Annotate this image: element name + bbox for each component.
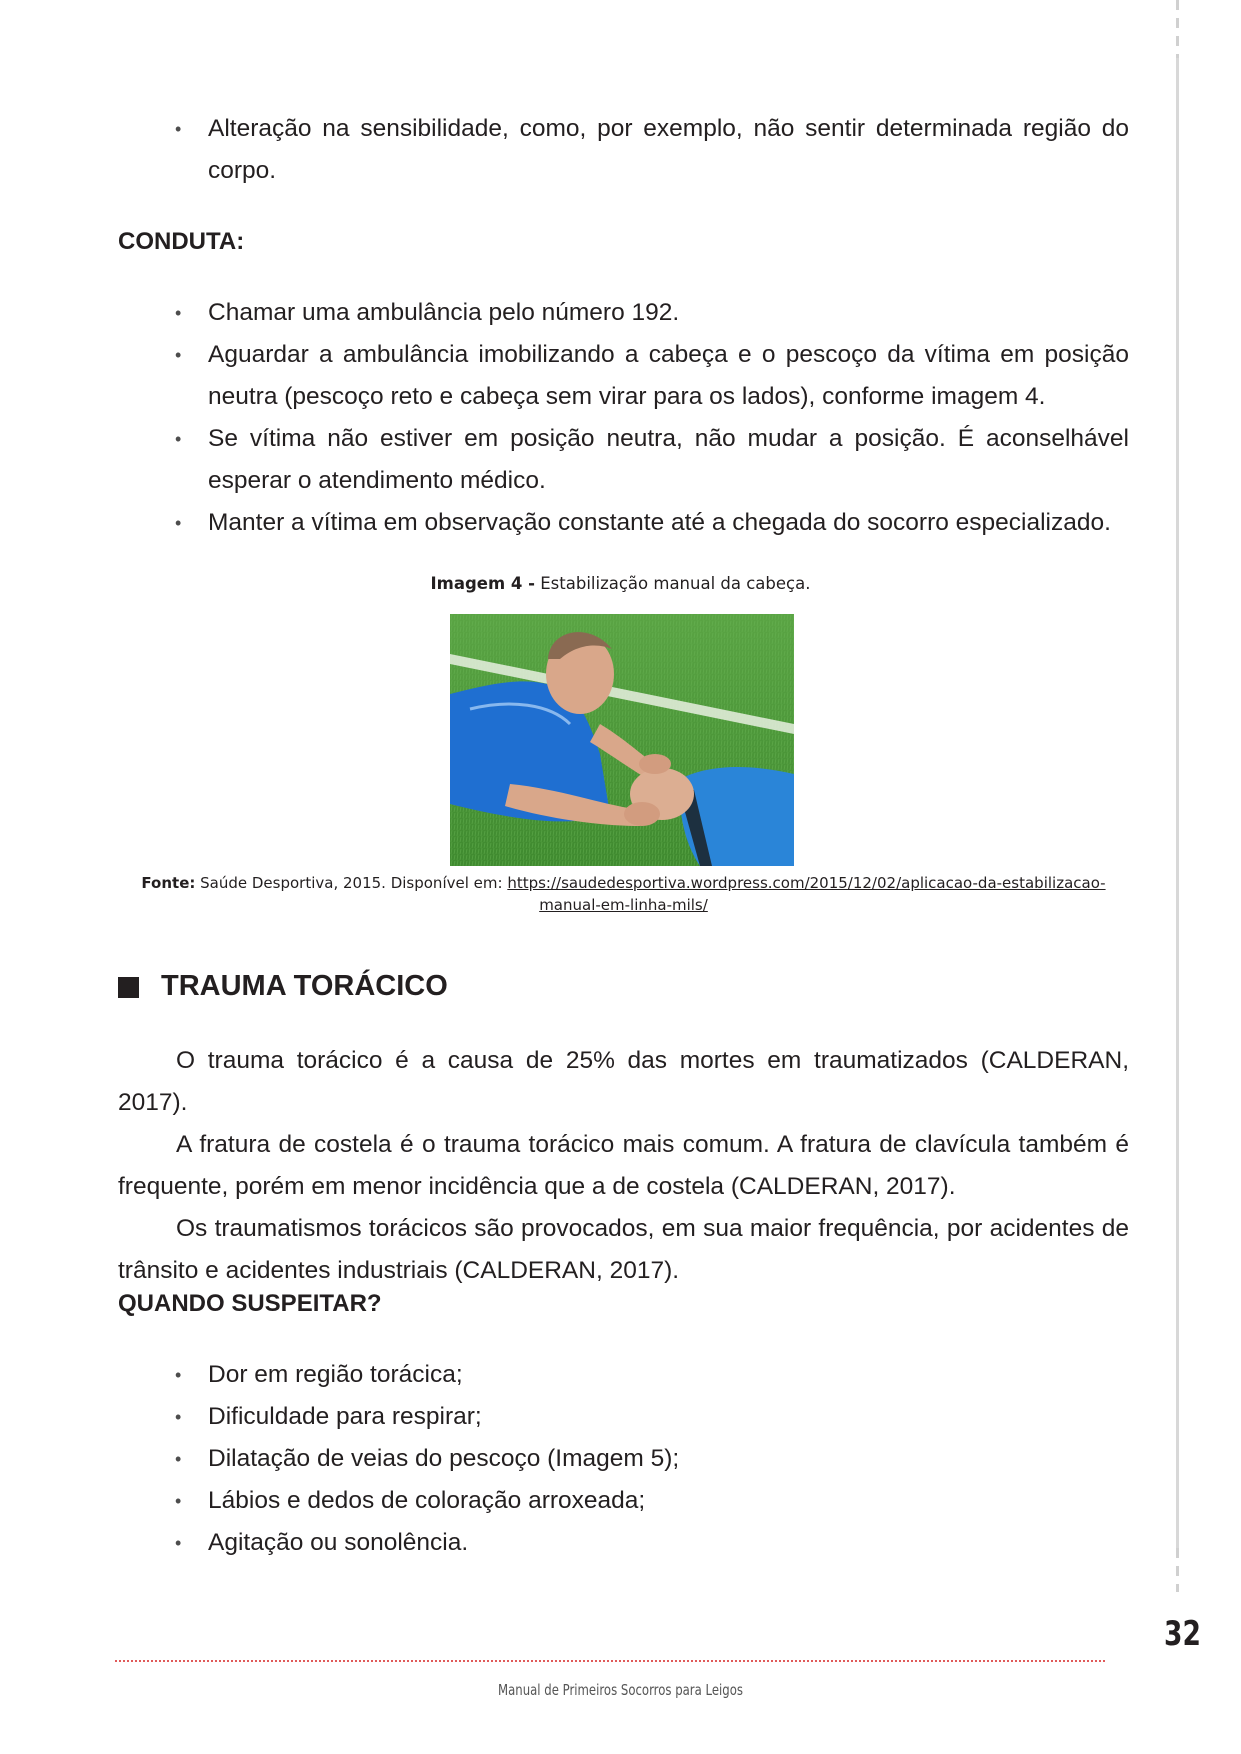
bullet-icon: • — [175, 345, 182, 365]
list-item: • Se vítima não estiver em posição neutra, não mudar a posição. É aconselhável esperar o atendimento médico. — [175, 418, 1129, 502]
bullet-icon: • — [175, 1533, 182, 1553]
source-label: Fonte: — [141, 874, 196, 892]
suspeitar-heading: QUANDO SUSPEITAR? — [118, 1290, 382, 1317]
section-body — [118, 1040, 1129, 1292]
caption-text: Estabilização manual da cabeça. — [535, 574, 811, 593]
footer-rule — [115, 1660, 1105, 1662]
list-item: • Aguardar a ambulância imobilizando a cabeça e o pescoço da vítima em posição neutra (pescoço reto e cabeça sem virar para os lados), conforme imagem 4. — [175, 334, 1129, 418]
bullet-icon: • — [175, 1365, 182, 1385]
conduta-list — [175, 292, 1129, 544]
head-stabilization-photo — [450, 614, 794, 866]
section-title: TRAUMA TORÁCICO — [161, 970, 448, 1002]
page-number: 32 — [1164, 1614, 1201, 1654]
list-item: • Alteração na sensibilidade, como, por exemplo, não sentir determinada região do corpo. — [175, 108, 1129, 192]
suspeitar-list — [175, 1354, 1129, 1564]
bullet-icon: • — [175, 119, 182, 139]
list-item: • Manter a vítima em observação constante até a chegada do socorro especializado. — [175, 502, 1129, 544]
paragraph: Os traumatismos torácicos são provocados, em sua maior frequência, por acidentes de trânsito e acidentes industriais (CALDERAN, 2017). — [118, 1215, 1129, 1284]
source-link[interactable]: https://saudedesportiva.wordpress.com/2015/12/02/aplicacao-da-estabilizacao-manual-em-linha-mils/ — [507, 874, 1106, 914]
list-item: • Lábios e dedos de coloração arroxeada; — [175, 1480, 1129, 1522]
bullet-icon: • — [175, 513, 182, 533]
margin-rule — [1176, 58, 1179, 1548]
list-item: • Agitação ou sonolência. — [175, 1522, 1129, 1564]
bullet-icon: • — [175, 1449, 182, 1469]
source-text: Saúde Desportiva, 2015. Disponível em: — [195, 874, 508, 892]
paragraph: A fratura de costela é o trauma torácico mais comum. A fratura de clavícula também é frequente, porém em menor incidência que a de costela (CALDERAN, 2017). — [118, 1131, 1129, 1200]
list-item: • Dilatação de veias do pescoço (Imagem 5); — [175, 1438, 1129, 1480]
margin-rule-dashed-top — [1176, 0, 1179, 58]
figure-caption — [0, 574, 1241, 593]
section-square-icon — [118, 977, 139, 998]
bullet-icon: • — [175, 429, 182, 449]
list-item: • Chamar uma ambulância pelo número 192. — [175, 292, 1129, 334]
conduta-heading: CONDUTA: — [118, 228, 245, 255]
list-item: • Dificuldade para respirar; — [175, 1396, 1129, 1438]
bullet-icon: • — [175, 1491, 182, 1511]
footer-title: Manual de Primeiros Socorros para Leigos — [498, 1681, 743, 1699]
paragraph: O trauma torácico é a causa de 25% das mortes em traumatizados (CALDERAN, 2017). — [118, 1047, 1129, 1116]
figure-source — [118, 872, 1129, 916]
margin-rule-dashed-bottom — [1176, 1548, 1179, 1592]
caption-label: Imagem 4 - — [430, 574, 535, 593]
list-item: • Dor em região torácica; — [175, 1354, 1129, 1396]
bullet-icon: • — [175, 1407, 182, 1427]
bullet-icon: • — [175, 303, 182, 323]
symptom-list-continued — [175, 108, 1129, 192]
